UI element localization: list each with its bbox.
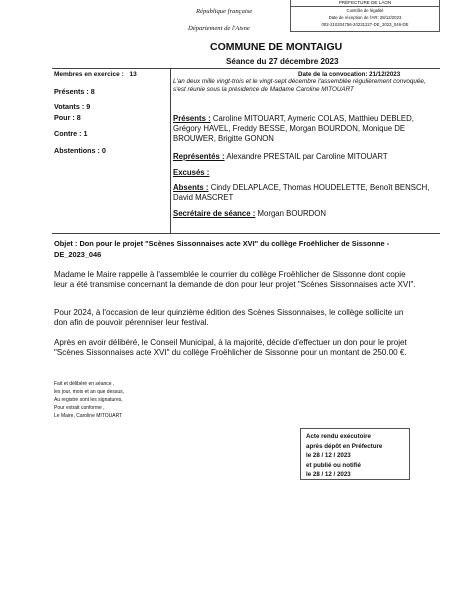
exec-line-1: Acte rendu exécutoire: [306, 433, 371, 440]
executoire-box: [300, 428, 410, 480]
members-count: [54, 71, 137, 78]
members-label: Membres en exercice :: [54, 71, 124, 78]
representes-label: Représentés :: [173, 152, 225, 161]
table-rule: [52, 233, 440, 234]
contre-count: Contre : 1: [54, 129, 88, 138]
excuses-label: Excusés :: [173, 168, 210, 177]
convocation-date: Date de la convocation: 21/12/2023: [298, 71, 401, 78]
absents-block: [173, 183, 435, 203]
pour-count: Pour : 8: [54, 113, 81, 122]
closing-line: Pour extrait conforme ,: [54, 405, 105, 411]
paragraph-2: Pour 2024, à l'occasion de leur quinzième édition des Scènes Sissonnaises, le collège sollicite un don afin de pouvoir pérenniser leur festival.: [54, 308, 404, 327]
commune-title: COMMUNE DE MONTAIGU: [210, 41, 343, 53]
stamp-line-2: Date de réception de l'AR: 28/12/2023: [328, 15, 402, 20]
representes-names: Alexandre PRESTAIL par Caroline MITOUART: [224, 152, 388, 161]
presents-label: Présents :: [173, 114, 211, 123]
secretaire-name: Morgan BOURDON: [255, 209, 326, 218]
closing-line: les jour, mois et an que dessus,: [54, 389, 125, 395]
objet-title: Objet : Don pour le projet "Scènes Sissonnaises acte XVI" du collège Froëhlicher de Sissonne - DE_2023_046: [54, 239, 390, 259]
stamp-line-3: 002-210204756-20231227-DE_2023_046-DE: [321, 22, 409, 27]
closing-line: Au registre sont les signatures,: [54, 397, 123, 403]
presents-block: [173, 114, 435, 144]
abstentions-count: Abstentions : 0: [54, 146, 106, 155]
representes-block: [173, 152, 435, 161]
prefecture-stamp: [290, 0, 440, 32]
stamp-line-1: Contrôle de légalité: [346, 8, 384, 13]
presents-names: Caroline MITOUART, Aymeric COLAS, Matthieu DEBLED, Grégory HAVEL, Freddy BESSE, Morgan BOURDON, Monique DE BROUWER, Brigitte GONON: [173, 114, 414, 143]
presents-count: Présents : 8: [54, 87, 95, 96]
votants-count: Votants : 9: [54, 102, 91, 111]
absents-label: Absents :: [173, 183, 209, 192]
absents-names: Cindy DELAPLACE, Thomas HOUDELETTE, Benoît BENSCH, David MASCRET: [173, 183, 430, 202]
exec-date-1: le 28 / 12 / 2023: [306, 452, 351, 459]
closing-line: Fait et délibéré en séance ,: [54, 381, 115, 387]
paragraph-3: Après en avoir délibéré, le Conseil Municipal, à la majorité, décide d'effectuer un don pour le projet "Scènes Sissonnaises acte XVI" du collège Froëhlicher de Sissonne pour un montant de 250.00 €.: [54, 338, 407, 357]
column-divider: [170, 68, 171, 233]
closing-block: [54, 380, 124, 420]
stamp-header: PRÉFECTURE DE LAON: [291, 0, 439, 7]
republic-label: République française: [196, 8, 253, 15]
department-label: Département de l'Aisne: [188, 25, 250, 32]
paragraph-1: Madame le Maire rappelle à l'assemblée le courrier du collège Froëhlicher de Sissonne dont copie leur a été transmise concernant la demande de don pour leur projet "Scènes Sissonnaises acte XVI".: [54, 270, 416, 289]
session-date: Séance du 27 décembre 2023: [226, 57, 339, 66]
header-rule: [52, 68, 440, 69]
members-value: 13: [129, 71, 137, 78]
secretaire-block: [173, 209, 326, 218]
intro-text: L'an deux mille vingt-trois et le vingt-sept décembre l'assemblée régulièrement convoquée, s'est réunie sous la présidence de Madame Caroline MITOUART: [173, 78, 426, 93]
closing-line: Le Maire, Caroline MITOUART: [54, 413, 123, 419]
exec-date-2: le 28 / 12 / 2023: [306, 471, 351, 478]
secretaire-label: Secrétaire de séance :: [173, 209, 256, 218]
exec-line-2: après dépôt en Préfecture: [306, 442, 383, 450]
exec-line-4: et publié ou notifié: [306, 461, 361, 469]
